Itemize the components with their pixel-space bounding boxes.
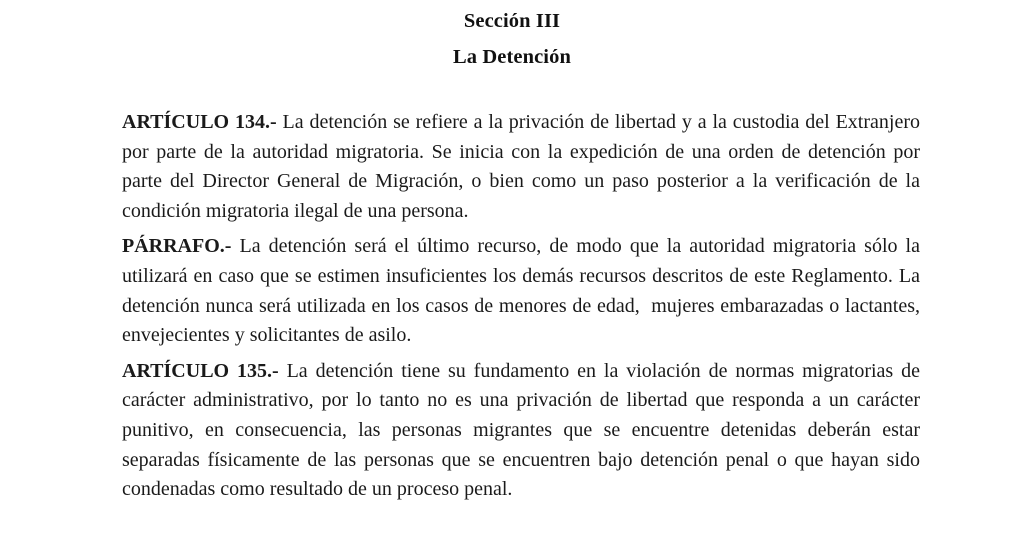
paragraph-articulo-134 (122, 108, 925, 226)
document-body (0, 108, 1024, 505)
paragraph-text: La detención se refiere a la privación de libertad y a la custodia del Extranjero por parte de la autoridad migratoria. Se inicia con la expedición de una orden de detención por parte del Director General de Migración, o bien como un paso posterior a la verificación de la condición migratoria ilegal de una persona. (122, 111, 925, 222)
paragraph-articulo-135 (122, 357, 925, 505)
document-headings (0, 0, 1024, 72)
paragraph-text: La detención tiene su fundamento en la violación de normas migratorias de carácter administrativo, por lo tanto no es una privación de libertad que responda a un carácter punitivo, en consecuencia, las personas migrantes que se encuentre detenidas deberán estar separadas físicamente de las personas que se encuentren bajo detención penal o que hayan sido condenadas como resultado de un proceso penal. (122, 359, 925, 501)
subsection-heading: La Detención (453, 46, 571, 68)
paragraph-parrafo (122, 232, 925, 350)
paragraph-lead-label: ARTÍCULO 134.- (122, 111, 277, 133)
paragraph-lead-label: ARTÍCULO 135.- (122, 359, 279, 382)
section-heading: Sección III (463, 10, 561, 32)
paragraph-text: La detención será el último recurso, de modo que la autoridad migratoria sólo la utilizará en caso que se estimen insuficientes los demás recursos descritos de este Reglamento. La detención nunca será utilizada en los casos de menores de edad, mujeres embarazadas o lactantes, envejecientes y solicitantes de asilo. (122, 235, 925, 347)
paragraph-lead-label: PÁRRAFO.- (122, 235, 232, 258)
